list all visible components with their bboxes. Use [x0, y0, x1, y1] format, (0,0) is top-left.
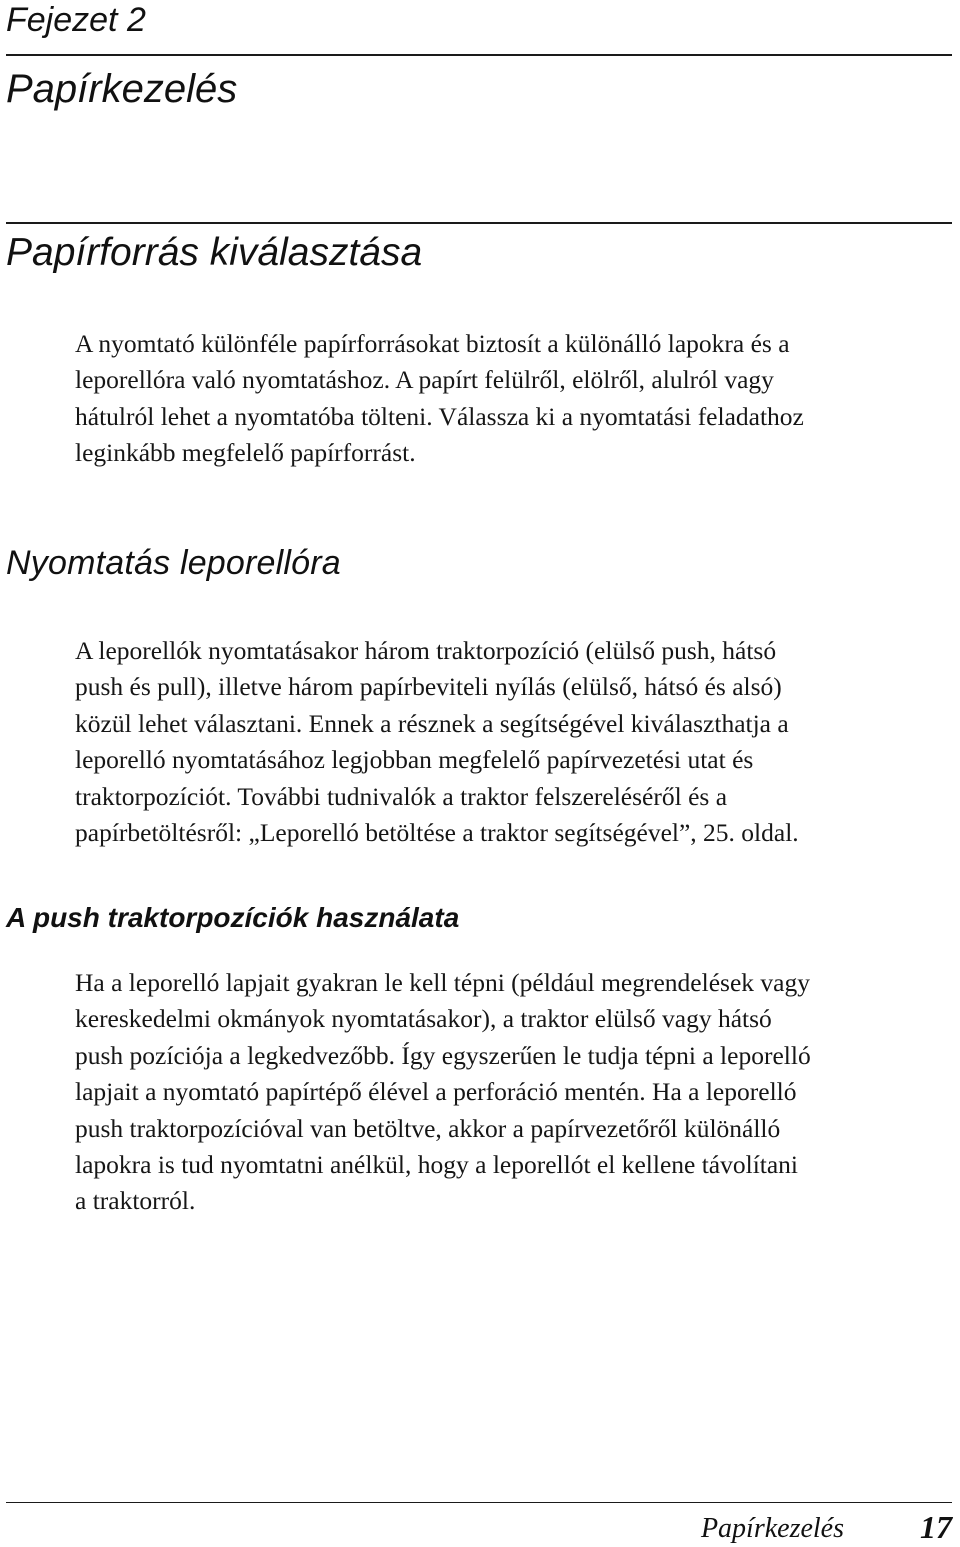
- paragraph-line: A nyomtató különféle papírforrásokat biztosít a különálló lapokra és a: [75, 329, 790, 358]
- paragraph-line: leginkább megfelelő papírforrást.: [75, 438, 416, 468]
- paragraph-line: kereskedelmi okmányok nyomtatásakor), a traktor elülső vagy hátsó: [75, 1004, 772, 1034]
- paragraph-line: papírbetöltésről: „Leporelló betöltése a traktor segítségével”, 25. oldal.: [75, 818, 799, 848]
- footer-divider: [6, 1502, 952, 1503]
- paragraph-line: lapjait a nyomtató papírtépő élével a perforáció mentén. Ha a leporelló: [75, 1077, 797, 1107]
- footer-running-title: Papírkezelés: [700, 1513, 844, 1544]
- paper-source-paragraph: [75, 326, 955, 472]
- section-title-push-tractor: A push traktorpozíciók használata: [6, 902, 460, 933]
- push-tractor-paragraph: [75, 965, 955, 1220]
- section-title-continuous-paper: Nyomtatás leporellóra: [6, 544, 341, 582]
- paragraph-line: A leporellók nyomtatásakor három traktorpozíció (elülső push, hátsó: [75, 636, 777, 665]
- paragraph-line: Ha a leporelló lapjait gyakran le kell tépni (például megrendelések vagy: [75, 968, 810, 997]
- paragraph-line: leporellóra való nyomtatáshoz. A papírt felülről, elölről, alulról vagy: [75, 365, 774, 395]
- paragraph-line: push és pull), illetve három papírbeviteli nyílás (elülső, hátsó és alsó): [75, 672, 782, 702]
- chapter-title: Papírkezelés: [6, 67, 238, 111]
- section-divider: [6, 222, 952, 224]
- page-number: 17: [920, 1509, 952, 1545]
- paragraph-line: közül lehet választani. Ennek a résznek a segítségével kiválaszthatja a: [75, 708, 789, 738]
- paragraph-line: lapokra is tud nyomtatni anélkül, hogy a leporellót el kellene távolítani: [75, 1150, 799, 1180]
- paragraph-line: a traktorról.: [75, 1186, 196, 1216]
- paragraph-line: push traktorpozícióval van betöltve, akkor a papírvezetőről különálló: [75, 1113, 781, 1143]
- paragraph-line: push pozíciója a legkedvezőbb. Így egyszerűen le tudja tépni a leporelló: [75, 1040, 811, 1070]
- paragraph-line: hátulról lehet a nyomtatóba tölteni. Válassza ki a nyomtatási feladathoz: [75, 401, 804, 431]
- section-title-paper-source: Papírforrás kiválasztása: [6, 231, 423, 274]
- paragraph-line: traktorpozíciót. További tudnivalók a traktor felszereléséről és a: [75, 781, 728, 811]
- chapter-label: Fejezet 2: [6, 1, 146, 39]
- continuous-paper-paragraph: [75, 633, 955, 851]
- chapter-divider: [6, 54, 952, 56]
- paragraph-line: leporelló nyomtatásához legjobban megfelelő papírvezetési utat és: [75, 745, 754, 775]
